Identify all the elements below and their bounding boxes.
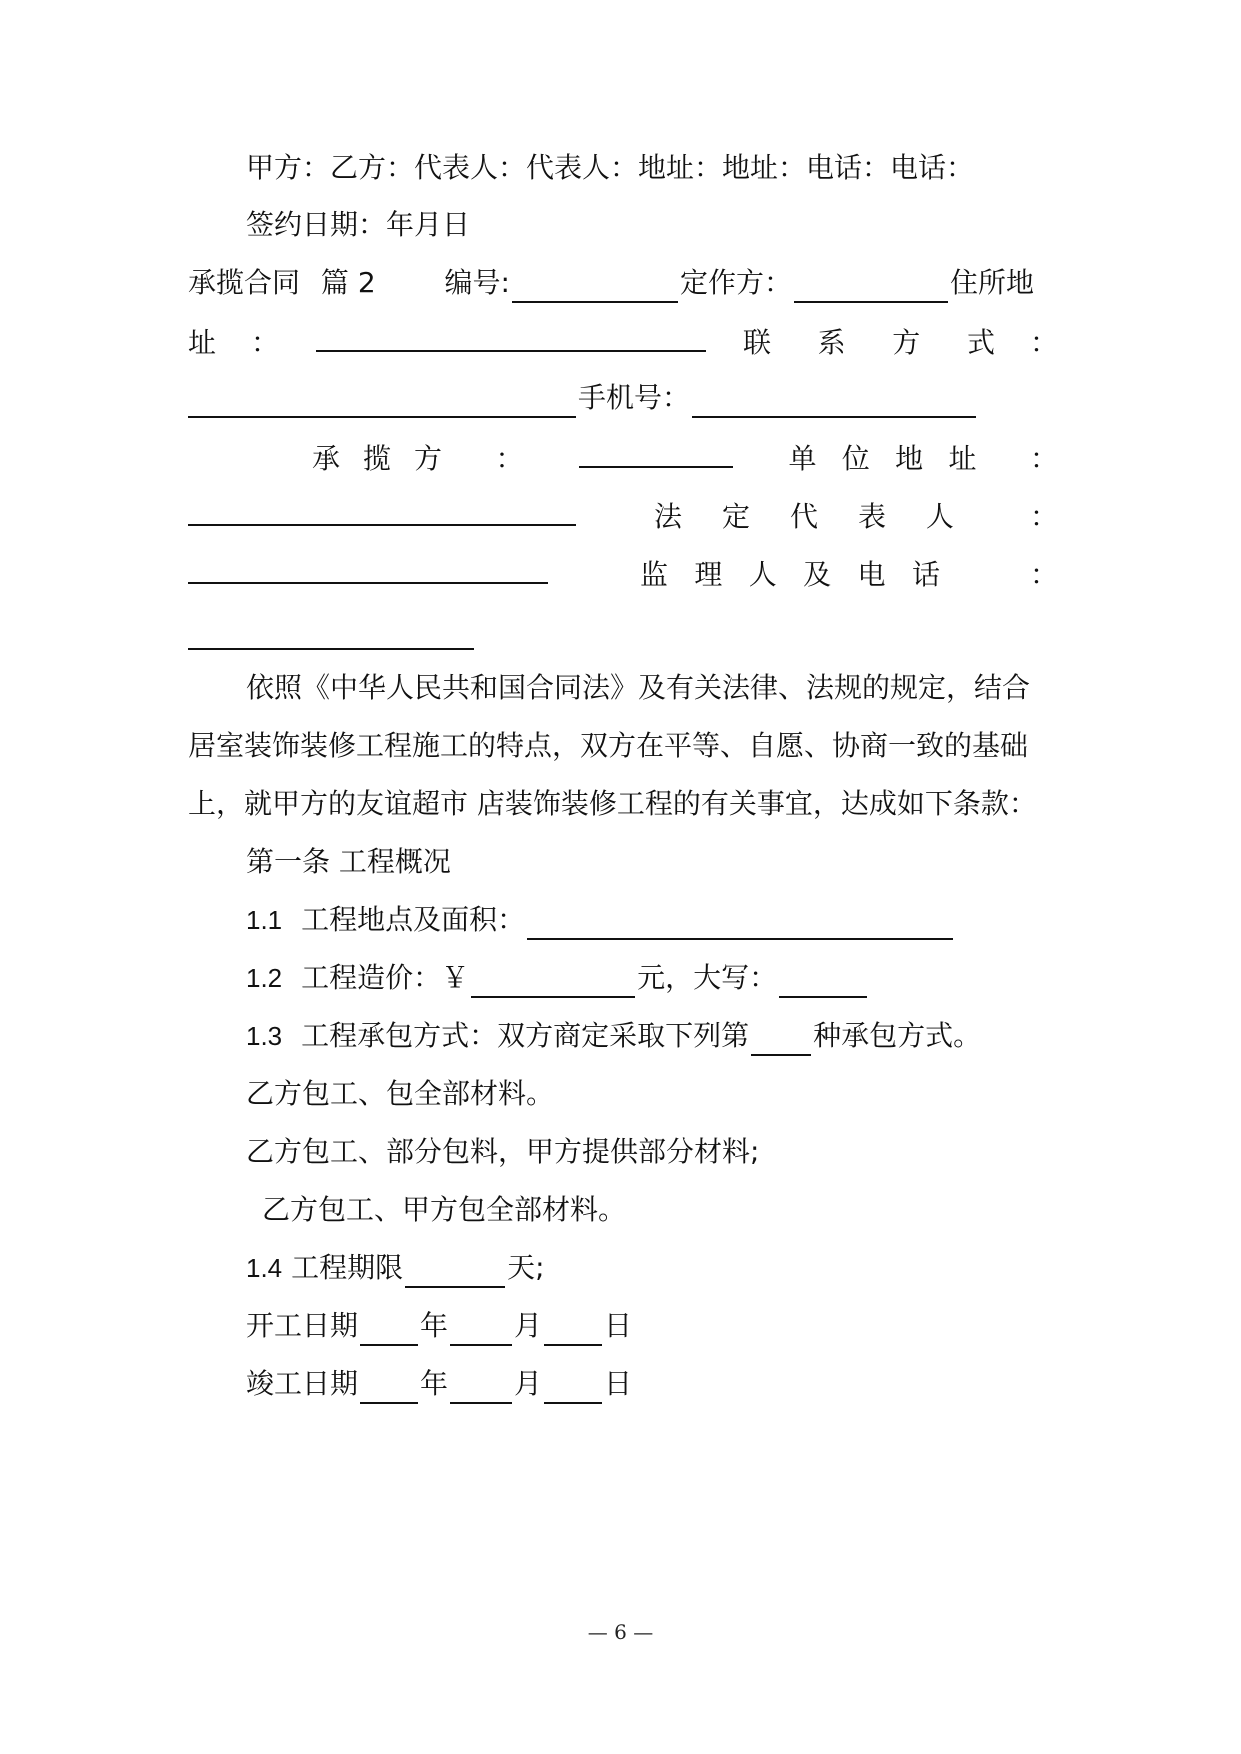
intro-line-3: 上，就甲方的友谊超市 店装饰装修工程的有关事宜，达成如下条款： [188,787,1037,820]
item-1-1-blank [527,908,953,940]
contractor-line [312,436,1058,476]
start-day-blank [544,1314,602,1346]
start-year-label: 年 [420,1309,449,1342]
number-blank [512,271,678,303]
option-3: 乙方包工、甲方包全部材料。 [262,1193,627,1226]
option-1: 乙方包工、包全部材料。 [246,1077,555,1110]
item-1-1-number: 1.1 [246,905,283,935]
end-year-blank [360,1372,418,1404]
item-1-4 [246,1248,1116,1288]
parties-line: 甲方：乙方：代表人：代表人：地址：地址：电话：电话： [246,151,975,184]
item-1-3-blank [751,1024,811,1056]
address-line [188,320,1058,360]
legal-rep-blank [188,552,548,584]
contractor-blank [579,436,733,468]
item-1-2-words-blank [779,966,867,998]
mobile-blank [692,386,976,418]
start-date-label: 开工日期 [246,1309,359,1342]
ordering-party-label: 定作方： [679,266,792,299]
end-date-line [246,1364,1116,1404]
item-1-4-text-a: 工程期限 [291,1251,404,1284]
legal-rep-line [188,494,1058,534]
signing-date-line: 签约日期：年月日 [246,208,471,241]
unit-address-colon: ： [1029,442,1058,475]
mobile-label: 手机号： [578,381,691,414]
contact-blank [188,386,576,418]
supervisor-colon: ： [1029,558,1058,591]
item-1-3-text-a: 工程承包方式：双方商定采取下列第 [301,1019,750,1052]
item-1-3-text-b: 种承包方式。 [813,1019,982,1052]
mobile-line [188,378,1058,418]
contractor-label: 承 揽 方 [312,442,442,475]
page-number: — 6 — [587,1620,654,1644]
end-day-label: 日 [604,1367,633,1400]
end-month-label: 月 [514,1367,543,1400]
start-month-blank [450,1314,512,1346]
item-1-3 [246,1016,1116,1056]
option-2: 乙方包工、部分包料，甲方提供部分材料; [246,1135,760,1168]
legal-rep-colon: ： [1029,500,1058,533]
supervisor-label: 监 理 人 及 电 话 [639,558,940,591]
address-label-b: 址 [188,326,217,359]
item-1-2-text-a: 工程造价：￥ [301,961,470,994]
unit-address-blank [188,494,576,526]
end-month-blank [450,1372,512,1404]
article-1-title: 第一条 工程概况 [246,845,451,878]
supervisor-blank-line [188,610,1058,650]
legal-rep-label: 法 定 代 表 人 [653,500,954,533]
end-year-label: 年 [420,1367,449,1400]
intro-line-2: 居室装饰装修工程施工的特点，双方在平等、自愿、协商一致的基础 [188,729,1029,762]
item-1-2-amount-blank [471,966,635,998]
item-1-1-text: 工程地点及面积： [301,903,526,936]
address-blank [316,320,706,352]
item-1-2-text-b: 元，大写： [637,961,778,994]
start-month-label: 月 [514,1309,543,1342]
item-1-2 [246,958,1116,998]
contact-colon: ： [1029,326,1058,359]
contractor-colon: ： [495,442,524,475]
start-day-label: 日 [604,1309,633,1342]
start-year-blank [360,1314,418,1346]
intro-line-1: 依照《中华人民共和国合同法》及有关法律、法规的规定，结合 [246,671,1031,704]
contract-header-line [188,263,1058,303]
supervisor-line [188,552,1058,592]
number-label: 编号: [444,266,510,299]
item-1-1 [246,900,1116,940]
unit-address-label: 单 位 地 址 [788,442,977,475]
item-1-4-number: 1.4 [246,1253,283,1283]
contract-part: 篇 2 [320,266,376,299]
start-date-line [246,1306,1116,1346]
item-1-4-blank [405,1256,505,1288]
item-1-4-text-b: 天; [507,1251,545,1284]
end-date-label: 竣工日期 [246,1367,359,1400]
supervisor-blank [188,618,474,650]
address-label-a: 住所地 [950,266,1035,299]
address-colon: ： [251,326,280,359]
end-day-blank [544,1372,602,1404]
ordering-party-blank [794,271,948,303]
item-1-2-number: 1.2 [246,963,283,993]
item-1-3-number: 1.3 [246,1021,283,1051]
contact-label: 联 系 方 式 [742,326,995,359]
contract-title: 承揽合同 [188,266,301,299]
